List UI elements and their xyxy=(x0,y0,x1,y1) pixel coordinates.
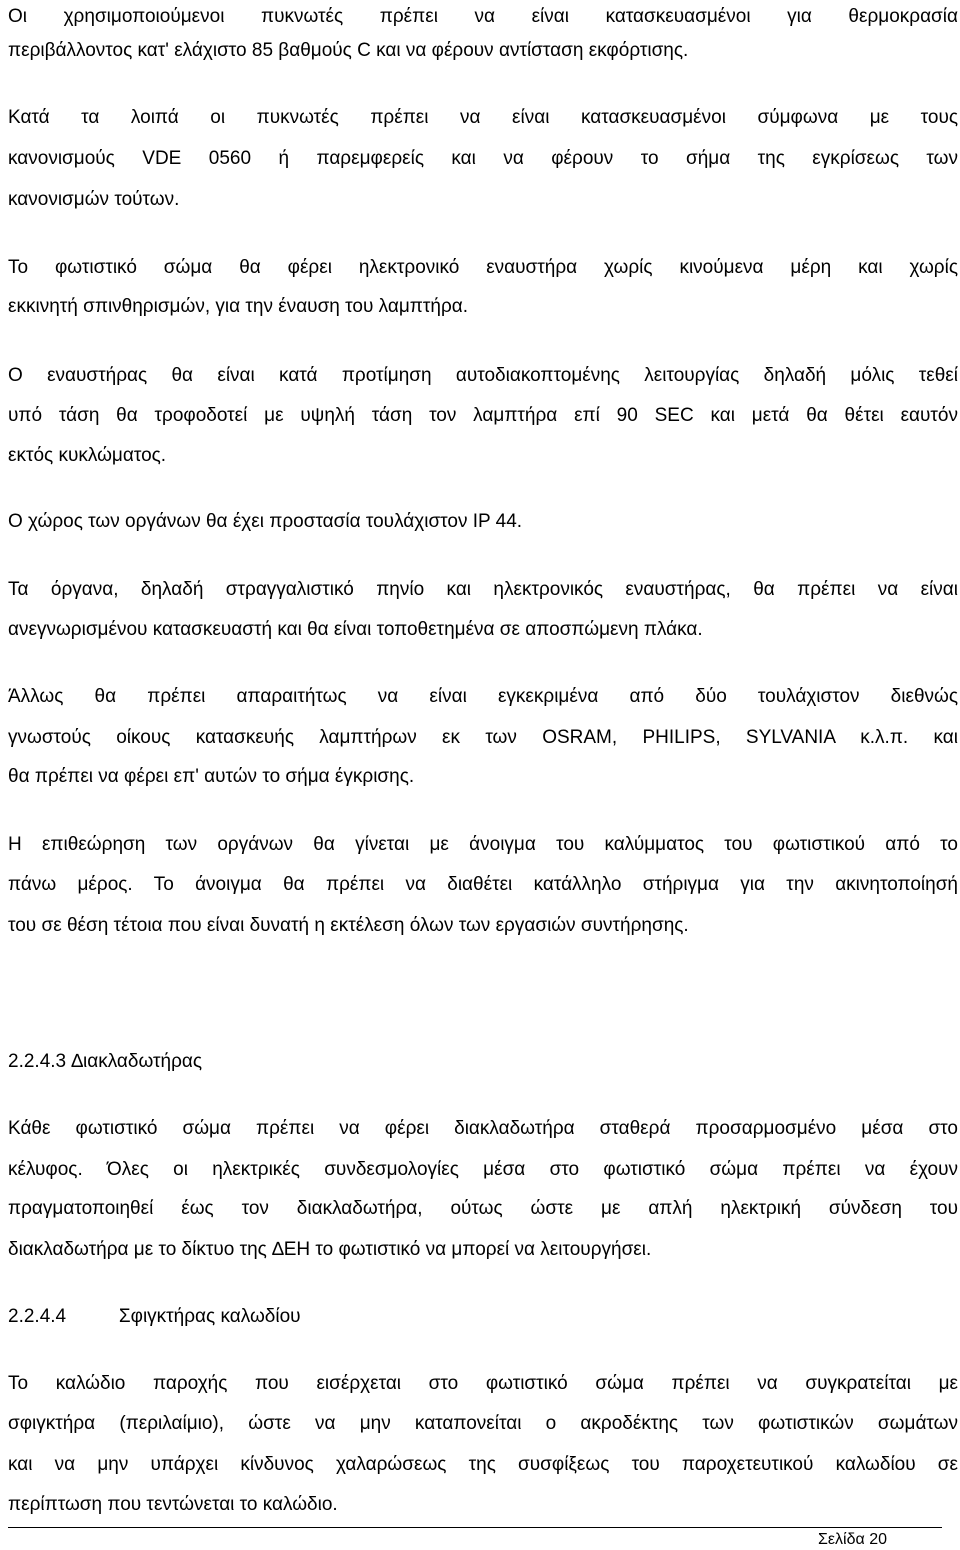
page-number: Σελίδα 20 xyxy=(818,1531,887,1548)
text-line: του σε θέση τέτοια που είναι δυνατή η εκτέλεση όλων των εργασιών συντήρησης. xyxy=(8,915,689,936)
text-line: σφιγκτήρα (περιλαίμιο), ώστε να μην καταπονείται ο ακροδέκτης των φωτιστικών σωμάτων xyxy=(8,1413,958,1434)
text-line: κέλυφος. Όλες οι ηλεκτρικές συνδεσμολογίες μέσα στο φωτιστικό σώμα πρέπει να έχουν xyxy=(8,1159,958,1180)
text-line: διακλαδωτήρα με το δίκτυο της ∆ΕΗ το φωτιστικό να μπορεί να λειτουργήσει. xyxy=(8,1239,652,1260)
text-line: ανεγνωρισμένου κατασκευαστή και θα είναι τοποθετημένα σε αποσπώμενη πλάκα. xyxy=(8,619,703,640)
text-line: περιβάλλοντος κατ' ελάχιστο 85 βαθμούς C και να φέρουν αντίσταση εκφόρτισης. xyxy=(8,40,689,61)
section-heading: 2.2.4.3 ∆ιακλαδωτήρας xyxy=(8,1051,203,1072)
text-line: υπό τάση θα τροφοδοτεί με υψηλή τάση τον λαμπτήρα επί 90 SEC και μετά θα θέτει εαυτόν xyxy=(8,405,958,426)
text-line: Το καλώδιο παροχής που εισέρχεται στο φωτιστικό σώμα πρέπει να συγκρατείται με xyxy=(8,1373,958,1394)
text-line: κανονισμούς VDE 0560 ή παρεμφερείς και να φέρουν το σήμα της εγκρίσεως των xyxy=(8,148,958,169)
text-line: Το φωτιστικό σώμα θα φέρει ηλεκτρονικό εναυστήρα χωρίς κινούμενα μέρη και χωρίς xyxy=(8,257,958,278)
section-heading: 2.2.4.4 Σφιγκτήρας καλωδίου xyxy=(8,1306,301,1327)
text-line: Οι χρησιμοποιούμενοι πυκνωτές πρέπει να είναι κατασκευασμένοι για θερμοκρασία xyxy=(8,6,958,27)
text-line: θα πρέπει να φέρει επ' αυτών το σήμα έγκρισης. xyxy=(8,766,415,787)
text-line: γνωστούς οίκους κατασκευής λαμπτήρων εκ των OSRAM, PHILIPS, SYLVANIA κ.λ.π. και xyxy=(8,727,958,748)
text-line: εκτός κυκλώματος. xyxy=(8,445,167,466)
text-line: Τα όργανα, δηλαδή στραγγαλιστικό πηνίο και ηλεκτρονικός εναυστήρας, θα πρέπει να είναι xyxy=(8,579,958,600)
text-line: και να μην υπάρχει κίνδυνος χαλαρώσεως της συσφίξεως του παροχετευτικού καλωδίου σε xyxy=(8,1454,958,1475)
text-line: Κάθε φωτιστικό σώμα πρέπει να φέρει διακλαδωτήρα σταθερά προσαρμοσμένο μέσα στο xyxy=(8,1118,958,1139)
text-line: Άλλως θα πρέπει απαραιτήτως να είναι εγκεκριμένα από δύο τουλάχιστον διεθνώς xyxy=(8,686,958,707)
text-line: περίπτωση που τεντώνεται το καλώδιο. xyxy=(8,1494,338,1515)
text-line: Κατά τα λοιπά οι πυκνωτές πρέπει να είναι κατασκευασμένοι σύμφωνα με τους xyxy=(8,107,958,128)
text-line: κανονισμών τούτων. xyxy=(8,189,180,210)
text-line: πάνω μέρος. Το άνοιγμα θα πρέπει να διαθέτει κατάλληλο στήριγμα για την ακινητοποίησή xyxy=(8,874,958,895)
text-line: εκκινητή σπινθηρισμών, για την έναυση του λαμπτήρα. xyxy=(8,296,469,317)
text-line: πραγματοποιηθεί έως τον διακλαδωτήρα, ούτως ώστε με απλή ηλεκτρική σύνδεση του xyxy=(8,1198,958,1219)
text-line: Ο εναυστήρας θα είναι κατά προτίμηση αυτοδιακοπτομένης λειτουργίας δηλαδή μόλις τεθεί xyxy=(8,365,958,386)
text-line: Ο χώρος των οργάνων θα έχει προστασία τουλάχιστον IP 44. xyxy=(8,511,523,532)
text-line: Η επιθεώρηση των οργάνων θα γίνεται με άνοιγμα του καλύμματος του φωτιστικού από το xyxy=(8,834,958,855)
footer-divider xyxy=(8,1527,942,1528)
